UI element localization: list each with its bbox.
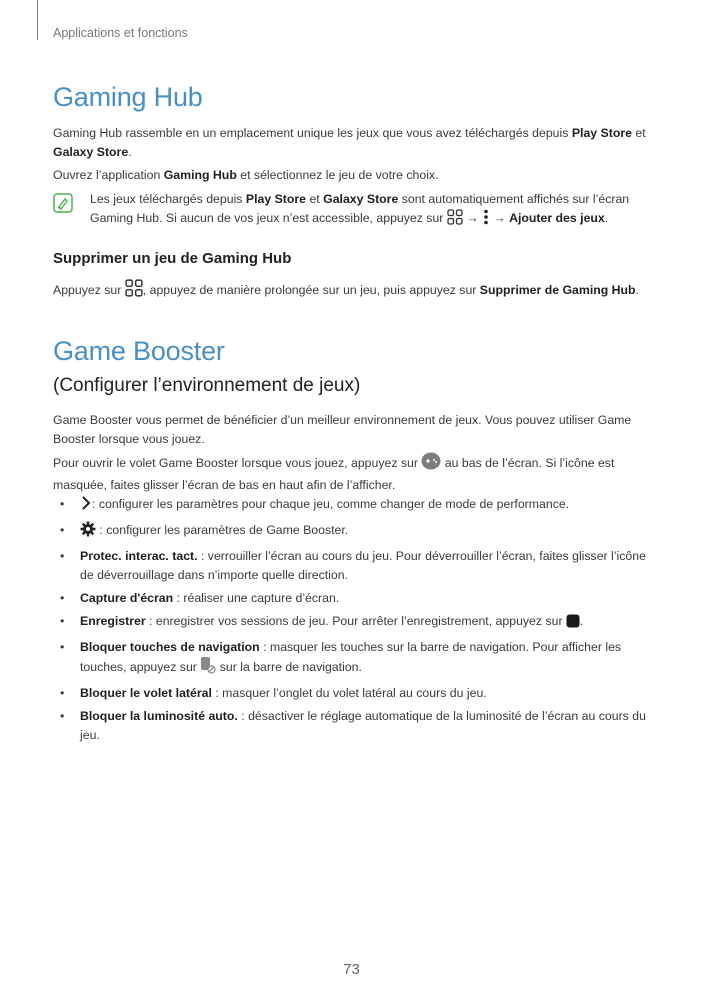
gear-icon	[80, 521, 96, 543]
list-item: • Bloquer la luminosité auto. : désactiver le réglage automatique de la luminosité de l’écran au cours du jeu.	[60, 709, 646, 742]
game-booster-icon	[421, 452, 441, 476]
game-booster-subtitle: (Configurer l’environnement de jeux)	[53, 375, 361, 396]
section-header: Applications et fonctions	[53, 26, 188, 40]
gaming-hub-intro: Gaming Hub rassemble en un emplacement unique les jeux que vous avez téléchargés depuis Play Store et Galaxy Store.	[53, 126, 646, 159]
game-booster-open: Pour ouvrir le volet Game Booster lorsque vous jouez, appuyez sur au bas de l’écran. Si l’icône est masquée, faites glisser l’écran de bas en haut afin de l’afficher.	[53, 452, 653, 494]
game-booster-features	[60, 495, 650, 749]
page-number: 73	[343, 961, 360, 978]
apps-grid-icon	[447, 209, 463, 231]
remove-game-text: Appuyez sur , appuyez de manière prolongée sur un jeu, puis appuyez sur Supprimer de Gaming Hub.	[53, 279, 653, 303]
list-item: • : configurer les paramètres de Game Booster.	[60, 521, 650, 543]
stop-icon	[566, 614, 580, 634]
list-item: • : configurer les paramètres pour chaque jeu, comme changer de mode de performance.	[60, 495, 650, 517]
list-item: • Capture d'écran : réaliser une capture d’écran.	[60, 590, 340, 605]
list-item: • Bloquer touches de navigation : masquer les touches sur la barre de navigation. Pour afficher les touches, appuyez sur sur la barre de navigation.	[60, 638, 650, 680]
remove-game-heading: Supprimer un jeu de Gaming Hub	[53, 250, 292, 267]
navigation-block-icon	[200, 656, 216, 680]
game-booster-intro: Game Booster vous permet de bénéficier d’un meilleur environnement de jeux. Vous pouvez utiliser Game Booster lorsque vous jouez.	[53, 413, 632, 446]
gaming-hub-title: Gaming Hub	[53, 82, 203, 112]
more-options-icon	[482, 209, 490, 231]
note-icon	[53, 193, 73, 218]
gaming-hub-open: Ouvrez l’application Gaming Hub et sélectionnez le jeu de votre choix.	[53, 168, 439, 182]
game-booster-title: Game Booster	[53, 336, 225, 366]
chevron-right-icon	[80, 495, 92, 517]
gaming-hub-note: Les jeux téléchargés depuis Play Store et Galaxy Store sont automatiquement affichés sur l’écran Gaming Hub. Si aucun de vos jeux n’est accessible, appuyez sur → → Ajouter des jeux.	[90, 190, 650, 230]
apps-grid-icon	[125, 279, 143, 303]
margin-rule	[37, 0, 38, 40]
list-item: • Protec. interac. tact. : verrouiller l’écran au cours du jeu. Pour déverrouiller l’écran, faites glisser l’icône de déverrouillage dans n’importe quelle direction.	[60, 549, 646, 582]
list-item: • Enregistrer : enregistrer vos sessions de jeu. Pour arrêter l’enregistrement, appuyez sur .	[60, 612, 650, 634]
list-item: • Bloquer le volet latéral : masquer l’onglet du volet latéral au cours du jeu.	[60, 686, 487, 700]
